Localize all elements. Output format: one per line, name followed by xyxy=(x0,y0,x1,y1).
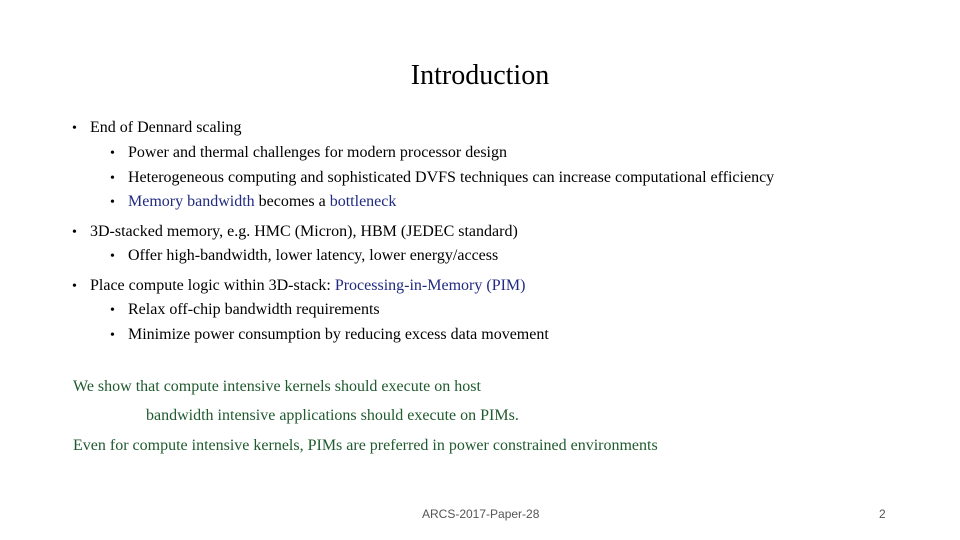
bullet-marker: • xyxy=(72,225,77,240)
bullet-text: Offer high-bandwidth, lower latency, lower energy/access xyxy=(128,247,499,264)
bullet-pim xyxy=(72,276,525,297)
bullet-text: End of Dennard scaling xyxy=(90,119,242,136)
bullet-marker: • xyxy=(110,171,115,186)
highlight-bottleneck: bottleneck xyxy=(329,193,397,210)
bullet-marker: • xyxy=(110,195,115,210)
bullet-text: Minimize power consumption by reducing excess data movement xyxy=(128,326,549,343)
page-number: 2 xyxy=(879,507,886,521)
sub-bullet-memory-bandwidth xyxy=(110,192,396,213)
bullet-3d-stacked xyxy=(72,222,518,243)
slide-title: Introduction xyxy=(410,60,550,91)
bullet-marker: • xyxy=(72,279,77,294)
conclusion-line-2: bandwidth intensive applications should execute on PIMs. xyxy=(146,407,519,424)
sub-bullet-high-bandwidth xyxy=(110,246,498,267)
footer-text: ARCS-2017-Paper-28 xyxy=(422,507,540,521)
conclusion-line-1: We show that compute intensive kernels should execute on host xyxy=(73,378,481,395)
sub-bullet-relax xyxy=(110,300,380,321)
bullet-text: 3D-stacked memory, e.g. HMC (Micron), HBM (JEDEC standard) xyxy=(90,223,518,240)
conclusion-line-3: Even for compute intensive kernels, PIMs are preferred in power constrained environments xyxy=(73,437,658,454)
bullet-text: Power and thermal challenges for modern processor design xyxy=(128,144,507,161)
bullet-text: Relax off-chip bandwidth requirements xyxy=(128,301,380,318)
sub-bullet-minimize xyxy=(110,325,549,346)
sub-bullet-power xyxy=(110,143,507,164)
highlight-memory-bandwidth: Memory bandwidth xyxy=(128,193,255,210)
bullet-text: Place compute logic within 3D-stack: xyxy=(90,277,335,294)
bullet-marker: • xyxy=(110,146,115,161)
bullet-marker: • xyxy=(110,328,115,343)
highlight-pim: Processing-in-Memory (PIM) xyxy=(334,277,526,294)
bullet-marker: • xyxy=(110,249,115,264)
bullet-marker: • xyxy=(110,303,115,318)
bullet-text: becomes a xyxy=(254,193,330,210)
sub-bullet-heterogeneous xyxy=(110,168,774,189)
bullet-dennard xyxy=(72,118,242,139)
bullet-text: Heterogeneous computing and sophisticated DVFS techniques can increase computational efficiency xyxy=(128,169,775,186)
bullet-marker: • xyxy=(72,121,77,136)
